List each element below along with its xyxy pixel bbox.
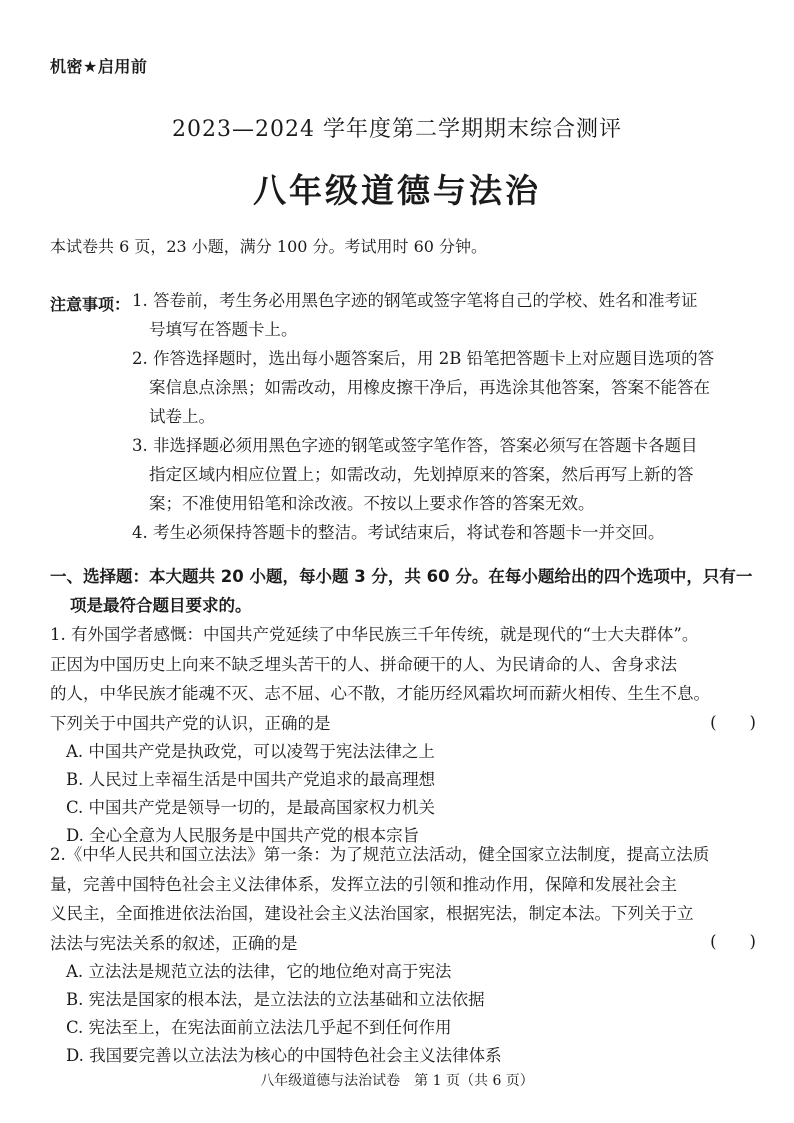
option-a: A. 立法法是规范立法的法律，它的地位绝对高于宪法 bbox=[66, 962, 452, 981]
page-footer: 八年级道德与法治试卷 第 1 页（共 6 页） bbox=[260, 1073, 534, 1089]
option-c: C. 宪法至上，在宪法面前立法法几乎起不到任何作用 bbox=[66, 1018, 452, 1037]
note-item-2 bbox=[132, 344, 752, 431]
notes-label: 注意事项： bbox=[50, 295, 131, 314]
note-line: 3. 非选择题必须用黑色字迹的钢笔或签字笔作答，答案必须写在答题卡各题目 bbox=[132, 436, 698, 455]
note-line: 试卷上。 bbox=[149, 407, 215, 426]
note-line: 号填写在答题卡上。 bbox=[149, 320, 298, 339]
exam-title: 2023—2024 学年度第二学期期末综合测评 bbox=[172, 117, 622, 142]
subject-title: 八年级道德与法治 bbox=[253, 171, 541, 210]
question-line: 义民主，全面推进依法治国，建设社会主义法治国家，根据宪法，制定本法。下列关于立 bbox=[50, 904, 694, 923]
note-line: 1. 答卷前，考生务必用黑色字迹的钢笔或签字笔将自己的学校、姓名和准考证 bbox=[132, 291, 698, 310]
answer-bracket: ( ) bbox=[710, 713, 756, 732]
note-line: 指定区域内相应位置上；如需改动，先划掉原来的答案，然后再写上新的答 bbox=[149, 465, 694, 484]
exam-intro: 本试卷共 6 页，23 小题，满分 100 分。考试用时 60 分钟。 bbox=[50, 237, 488, 256]
option-b: B. 宪法是国家的根本法，是立法法的立法基础和立法依据 bbox=[66, 990, 485, 1009]
note-line: 案；不准使用铅笔和涂改液。不按以上要求作答的答案无效。 bbox=[149, 494, 595, 513]
question-line: 的人，中华民族才能魂不灭、志不屈、心不散，才能历经风霜坎坷而薪火相传、生生不息。 bbox=[50, 684, 710, 703]
note-item-1 bbox=[132, 286, 752, 344]
confidential-mark: 机密★启用前 bbox=[50, 57, 148, 76]
note-item-3 bbox=[132, 431, 752, 518]
option-d: D. 我国要完善以立法法为核心的中国特色社会主义法律体系 bbox=[66, 1046, 502, 1065]
answer-bracket: ( ) bbox=[710, 932, 756, 951]
option-c: C. 中国共产党是领导一切的，是最高国家权力机关 bbox=[66, 798, 436, 817]
question-line: 2.《中华人民共和国立法法》第一条：为了规范立法活动，健全国家立法制度，提高立法质 bbox=[50, 845, 710, 864]
option-b: B. 人民过上幸福生活是中国共产党追求的最高理想 bbox=[66, 770, 436, 789]
section-heading-line: 一、选择题：本大题共 20 小题，每小题 3 分，共 60 分。在每小题给出的四个选项中，只有一 bbox=[50, 567, 753, 586]
question-line: 1. 有外国学者感慨：中国共产党延续了中华民族三千年传统，就是现代的“士大夫群体”。 bbox=[50, 625, 699, 644]
question-line: 法法与宪法关系的叙述，正确的是 bbox=[50, 933, 298, 953]
question-2-stem bbox=[50, 840, 755, 958]
question-line: 正因为中国历史上向来不缺乏埋头苦干的人、拼命硬干的人、为民请命的人、舍身求法 bbox=[50, 654, 677, 674]
section-heading bbox=[50, 562, 755, 620]
note-item-4 bbox=[132, 518, 752, 547]
option-d: D. 全心全意为人民服务是中国共产党的根本宗旨 bbox=[66, 826, 420, 845]
section-heading-line: 项是最符合题目要求的。 bbox=[70, 596, 252, 615]
option-a: A. 中国共产党是执政党，可以凌驾于宪法法律之上 bbox=[66, 742, 435, 761]
question-line: 量，完善中国特色社会主义法律体系，发挥立法的引领和推动作用，保障和发展社会主 bbox=[50, 874, 677, 894]
note-line: 4. 考生必须保持答题卡的整洁。考试结束后，将试卷和答题卡一并交回。 bbox=[132, 523, 665, 542]
note-line: 2. 作答选择题时，选出每小题答案后，用 2B 铅笔把答题卡上对应题目选项的答 bbox=[132, 349, 715, 368]
note-line: 案信息点涂黑；如需改动，用橡皮擦干净后，再选涂其他答案，答案不能答在 bbox=[149, 378, 710, 397]
question-1-stem bbox=[50, 620, 755, 738]
question-line: 下列关于中国共产党的认识，正确的是 bbox=[50, 713, 331, 733]
